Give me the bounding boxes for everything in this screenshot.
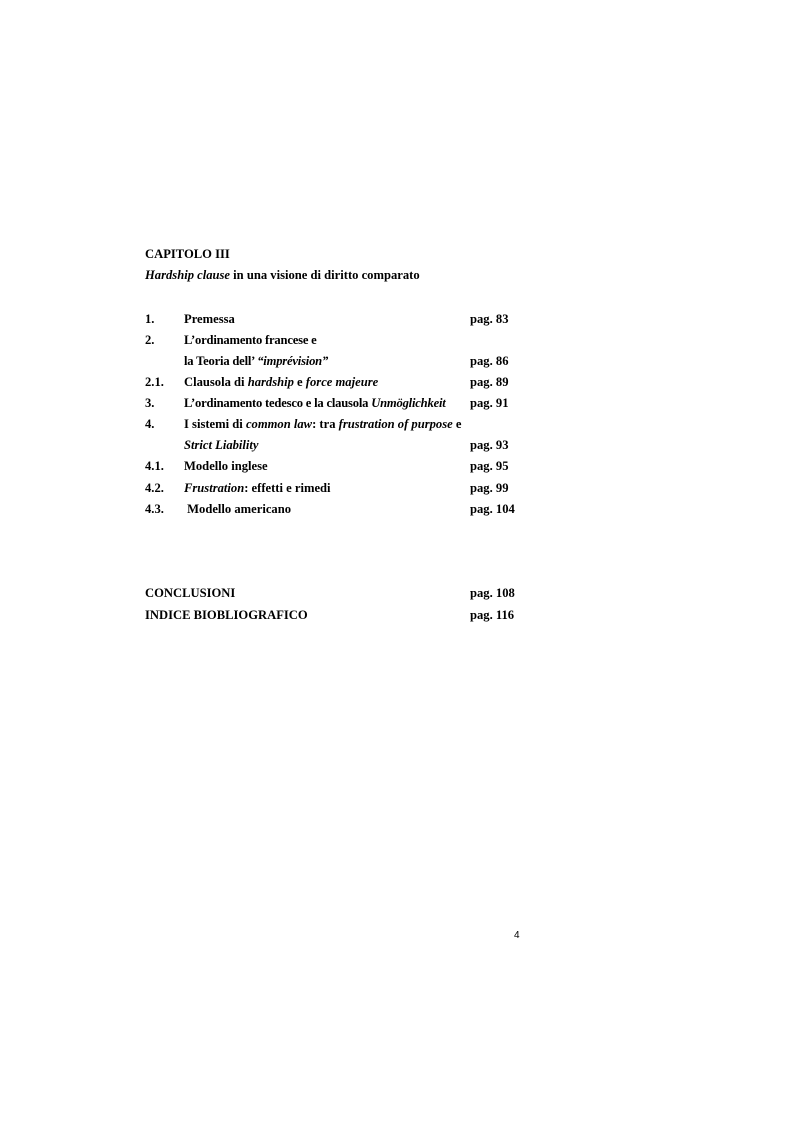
toc-title <box>184 353 328 369</box>
toc-page: pag. 91 <box>470 396 509 410</box>
toc-page: pag. 83 <box>470 312 509 326</box>
toc-text: “ <box>257 354 264 368</box>
toc-title <box>184 437 259 453</box>
toc-title <box>184 332 317 348</box>
toc-title <box>184 374 378 390</box>
toc-title <box>184 458 268 474</box>
toc-text: la Teoria dell’ <box>184 354 258 368</box>
bibliography-label: INDICE BIOBLIOGRAFICO <box>145 608 308 622</box>
toc-text: Modello inglese <box>184 459 268 473</box>
toc-text: L’ordinamento tedesco e la clausola <box>184 396 372 410</box>
toc-page: pag. 86 <box>470 354 509 368</box>
toc-number: 4. <box>145 417 155 431</box>
toc-page: pag. 99 <box>470 481 509 495</box>
conclusions-label: CONCLUSIONI <box>145 586 236 600</box>
toc-text-italic: Unmöglichkeit <box>371 396 446 410</box>
chapter-title: CAPITOLO III <box>145 247 230 261</box>
toc-text: : effetti e rimedi <box>244 481 331 495</box>
toc-number: 3. <box>145 396 155 410</box>
toc-text-italic: Strict Liability <box>184 438 259 452</box>
toc-text-italic: common law <box>245 417 313 431</box>
toc-number: 1. <box>145 312 155 326</box>
toc-page: pag. 95 <box>470 459 509 473</box>
toc-text-italic: hardship <box>247 375 294 389</box>
chapter-subtitle-italic: Hardship clause <box>145 268 231 282</box>
toc-number: 4.1. <box>145 459 164 473</box>
toc-number: 4.2. <box>145 481 164 495</box>
toc-title <box>184 311 235 327</box>
toc-number: 4.3. <box>145 502 164 516</box>
toc-text: Modello americano <box>184 502 292 516</box>
toc-text: L’ordinamento francese e <box>184 333 317 347</box>
toc-text: Premessa <box>184 312 235 326</box>
toc-page: pag. 116 <box>470 608 515 622</box>
toc-text-italic: frustration of purpose <box>338 417 453 431</box>
toc-title <box>184 501 291 517</box>
toc-number: 2.1. <box>145 375 164 389</box>
toc-title <box>184 416 461 432</box>
toc-page: pag. 89 <box>470 375 509 389</box>
toc-page: pag. 93 <box>470 438 509 452</box>
toc-text-italic: Frustration <box>184 481 245 495</box>
chapter-subtitle-rest: in una visione di diritto comparato <box>230 268 420 282</box>
toc-text-italic: force majeure <box>305 375 379 389</box>
toc-title <box>184 395 446 411</box>
toc-text: I sistemi di <box>184 417 246 431</box>
toc-text: e <box>293 375 306 389</box>
toc-title <box>184 480 331 496</box>
chapter-subtitle <box>145 267 420 283</box>
toc-text-italic: imprévision <box>263 354 322 368</box>
toc-text: e <box>452 417 462 431</box>
toc-page: pag. 104 <box>470 502 515 516</box>
toc-page: pag. 108 <box>470 586 515 600</box>
page-number: 4 <box>514 930 520 941</box>
toc-text: Clausola di <box>184 375 248 389</box>
toc-number: 2. <box>145 333 155 347</box>
toc-text: : tra <box>312 417 339 431</box>
toc-text: ” <box>321 354 329 368</box>
